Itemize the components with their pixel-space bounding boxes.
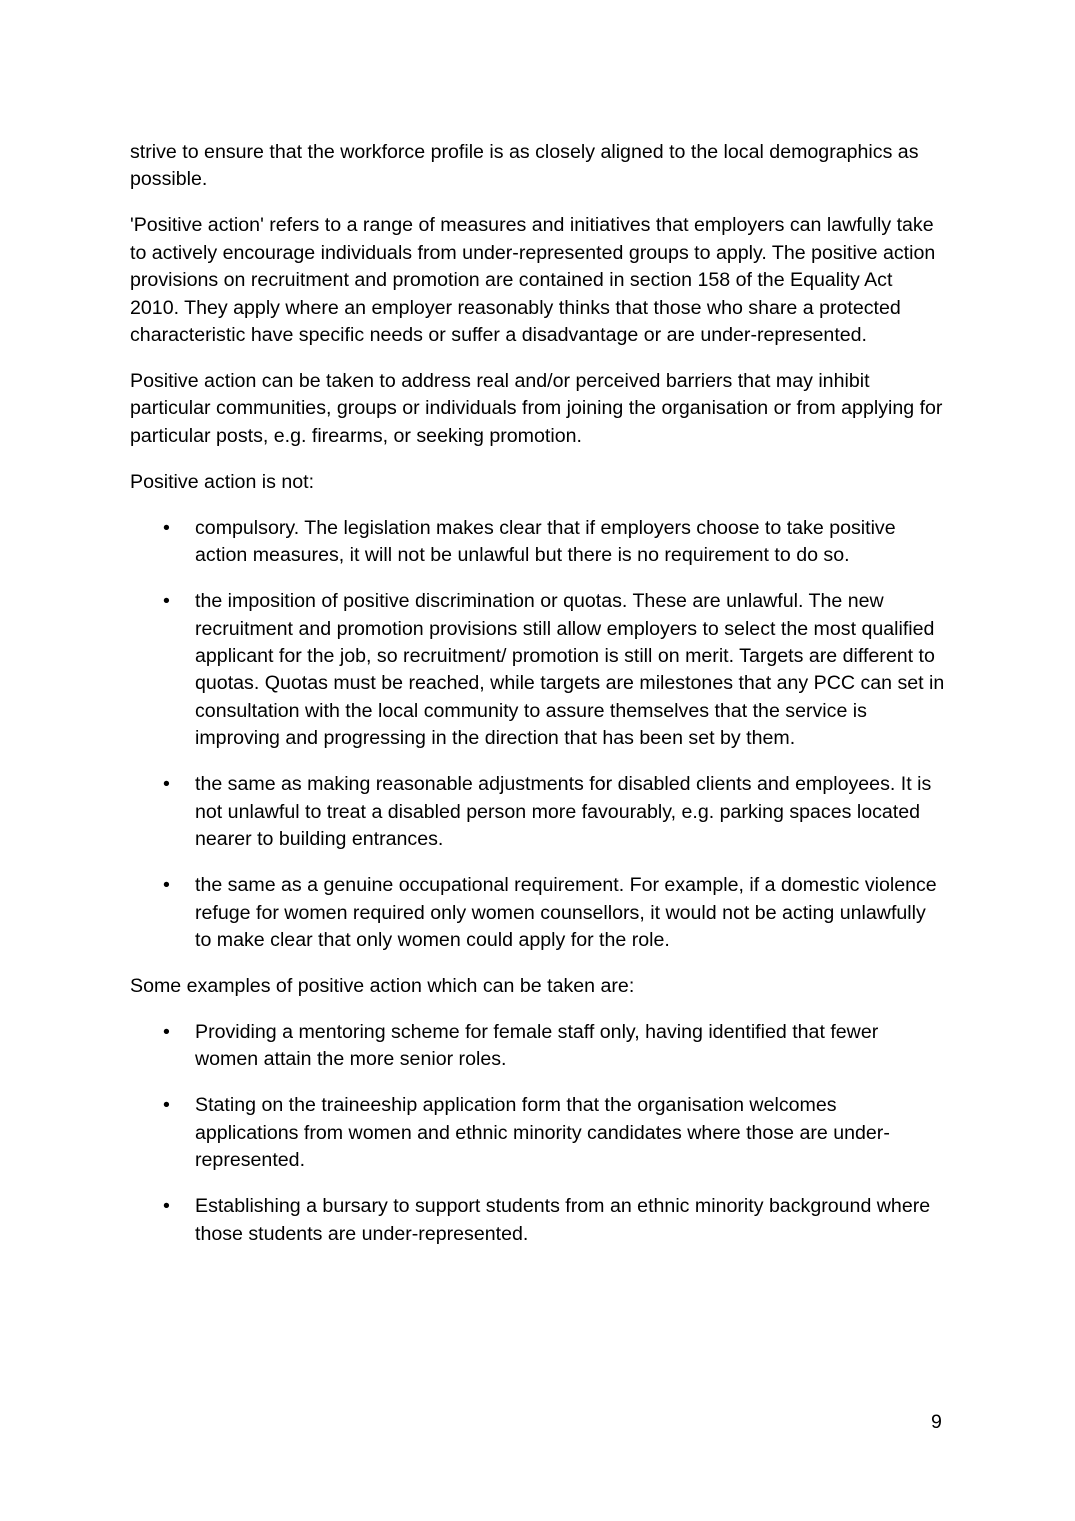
- bullet-icon: •: [163, 773, 170, 796]
- positive-action-examples-list: [130, 1019, 945, 1248]
- paragraph-positive-action-is-not: Positive action is not:: [130, 470, 315, 493]
- bullet-icon: •: [163, 1020, 170, 1043]
- positive-action-not-list: [130, 515, 945, 954]
- paragraph-examples-intro: Some examples of positive action which can be taken are:: [130, 974, 635, 997]
- list-item-text: the same as a genuine occupational requirement. For example, if a domestic violence refuge for women required only women counsellors, it would not be acting unlawfully to make clear that only women could apply for the role.: [195, 874, 937, 951]
- list-item: [130, 588, 945, 752]
- list-item: [130, 1193, 945, 1248]
- list-item-text: Stating on the traineeship application form that the organisation welcomes applications from women and ethnic minority candidates where those are under-represented.: [195, 1094, 890, 1172]
- bullet-icon: •: [163, 1195, 170, 1218]
- list-item-text: compulsory. The legislation makes clear that if employers choose to take positive action measures, it will not be unlawful but there is no requirement to do so.: [195, 516, 896, 567]
- paragraph-positive-action-definition: 'Positive action' refers to a range of measures and initiatives that employers can lawfully take to actively encourage individuals from under-represented groups to apply. The positive action provisions on recruitment and promotion are contained in section 158 of the Equality Act 2010. They apply where an employer reasonably thinks that those who share a protected characteristic have specific needs or suffer a disadvantage or are under-represented.: [130, 214, 936, 347]
- page-number: 9: [931, 1411, 942, 1433]
- list-item: [130, 515, 945, 570]
- list-item: [130, 771, 945, 853]
- list-item-text: Establishing a bursary to support students from an ethnic minority background where those students are under-represented.: [195, 1195, 931, 1245]
- list-item: [130, 1092, 945, 1174]
- list-item: [130, 872, 945, 954]
- bullet-icon: •: [163, 516, 170, 539]
- document-body: [130, 139, 945, 1267]
- paragraph-workforce-profile: strive to ensure that the workforce profile is as closely aligned to the local demographics as possible.: [130, 141, 919, 191]
- list-item-text: Providing a mentoring scheme for female staff only, having identified that fewer women attain the more senior roles.: [195, 1020, 879, 1071]
- list-item-text: the same as making reasonable adjustments for disabled clients and employees. It is not unlawful to treat a disabled person more favourably, e.g. parking spaces located nearer to building entrances.: [195, 773, 932, 851]
- bullet-icon: •: [163, 590, 170, 613]
- list-item-text: the imposition of positive discrimination or quotas. These are unlawful. The new recruitment and promotion provisions still allow employers to select the most qualified applicant for the job, so recruitment/ promotion is still on merit. Targets are different to quotas. Quotas must be reached, while targets are milestones that any PCC can set in consultation with the local community to assure themselves that the service is improving and progressing in the direction that has been set by them.: [195, 590, 945, 750]
- bullet-icon: •: [163, 874, 170, 897]
- paragraph-barriers: Positive action can be taken to address real and/or perceived barriers that may inhibit particular communities, groups or individuals from joining the organisation or from applying for particular posts, e.g. firearms, or seeking promotion.: [130, 370, 943, 447]
- list-item: [130, 1019, 945, 1074]
- bullet-icon: •: [163, 1094, 170, 1117]
